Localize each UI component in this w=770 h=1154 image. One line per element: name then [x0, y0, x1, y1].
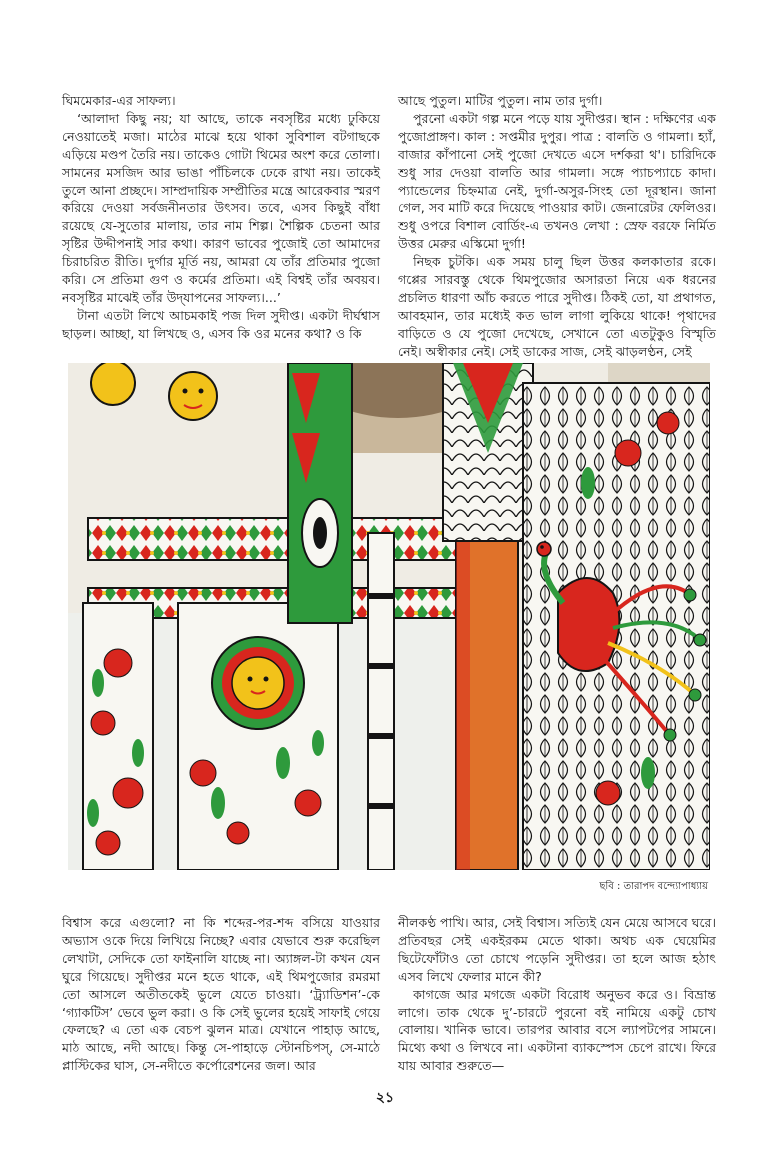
photo-caption: ছবি : তারাপদ বন্দ্যোপাধ্যায়: [599, 881, 708, 892]
article-column-bottom-right: [398, 914, 716, 1075]
article-column-top-right: [398, 92, 716, 361]
paragraph: নীলকণ্ঠ পাখি। আর, সেই বিশ্বাস। সত্যিই যেন মেয়ে আসবে ঘরে। প্রতিবছর সেই একইরকম মেতে থাকা। অথচ এক ঘেয়েমির ছিটেফোঁটাও তো চোখে পড়েনি সুদীপ্তর। তা হলে আজ হঠাৎ এসব লিখে ফেলার মানে কী?: [398, 915, 716, 984]
paragraph: ঘিমমেকার-এর সাফল্য।: [62, 93, 176, 108]
article-column-bottom-left: [62, 914, 380, 1075]
madhubani-pillars-photo: [68, 363, 710, 870]
paragraph: পুরনো একটা গল্প মনে পড়ে যায় সুদীপ্তর। স্থান : দক্ষিণের এক পুজোপ্রাঙ্গণ। কাল : সপ্তমীর দুপুর। পাত্র : বালতি ও গামলা। হ্যাঁ, বাজার কাঁপানো সেই পুজো দেখতে এসে দর্শকরা থ'। চারিদিকে শুধু সার দেওয়া বালতি আর গামলা। সঙ্গে প্যাচপ্যাচে কাদা। প্যান্ডেলের চিহ্নমাত্র নেই, দুর্গা-অসুর-সিংহ তো দূরস্থান। জানা গেল, সব মাটি করে দিয়েছে পাওয়ার কাট। জেনারেটর ফেলিওর। শুধু ওপরে বিশাল বোর্ডিং-এ তখনও লেখা : স্রেফ বরফে নির্মিত উত্তর মেরুর এস্কিমো দুর্গা!: [398, 110, 716, 252]
paragraph: বিশ্বাস করে এগুলো? না কি শব্দের-পর-শব্দ বসিয়ে যাওয়ার অভ্যাস ওকে দিয়ে লিখিয়ে নিচ্ছে? এবার যেভাবে শুরু করেছিল লেখাটা, সেদিকে তো ফাইনালি যাচ্ছে না। অ্যাঙ্গল-টা কখন যেন ঘুরে গিয়েছে। সুদীপ্তর মনে হতে থাকে, এই থিমপুজোর রমরমা তো আসলে অতীতকেই ভুলে যেতে চাওয়া। ‘ট্র্যাডিশন’-কে ‘গ্যাকটিস’ ভেবে ভুল করা। ও কি সেই ভুলের হয়েই সাফাই গেয়ে ফেলছে? এ তো এক বেচপ ঝুলন মাত্র। যেখানে পাহাড় আছে, মাঠ আছে, নদী আছে। কিন্তু সে-পাহাড়ে স্টোনচিপস্‌, সে-মাঠে প্লাস্টিকের ঘাস, সে-নদীতে কর্পোরেশনের জল। আর: [62, 915, 380, 1074]
paragraph: নিছক চুটকি। এক সময় চালু ছিল উত্তর কলকাতার রকে। গপ্পের সারবস্তু থেকে থিমপুজোর অসারতা নিয়ে এক ধরনের প্রচলিত ধারণা আঁচ করতে পারে সুদীপ্ত। ঠিকই তো, যা প্রথাগত, আবহমান, তার মধ্যেই কত ভাল লাগা লুকিয়ে থাকে! পৃথাদের বাড়িতে ও যে পুজো দেখেছে, সেখানে তো এতটুকুও বিস্মৃতি নেই। অস্বীকার নেই। সেই ডাকের সাজ, সেই ঝাড়লণ্ঠন, সেই: [398, 254, 716, 359]
paragraph: কাগজে আর মগজে একটা বিরোধ অনুভব করে ও। বিভ্রান্ত লাগে। তাক থেকে দু’-চারটে পুরনো বই নামিয়ে একটু চোখ বোলায়। খানিক ভাবে। তারপর আবার বসে ল্যাপটপের সামনে। মিথ্যে কথা ও লিখবে না। একটানা ব্যাকস্পেস চেপে রাখে। ফিরে যায় আবার শুরুতে—: [398, 986, 716, 1074]
paragraph: ‘আলাদা কিছু নয়; যা আছে, তাকে নবসৃষ্টির মধ্যে ঢুকিয়ে নেওয়াতেই মজা। মাঠের মাঝে হয়ে থাকা সুবিশাল বটগাছকে এড়িয়ে মণ্ডপ তৈরি নয়। তাকেও গোটা থিমের অংশ করে তোলা। সামনের মসজিদ আর ভাঙা পাঁচিলকে ঢেকে রাখা নয়। তাকেই তুলে আনা প্রচ্ছদে। সাম্প্রদায়িক সম্প্রীতির মন্ত্রে আরেকবার স্মরণ করিয়ে দেওয়া সর্বজনীনতার উৎসব। তবে, এসব কিছুই বাঁধা রয়েছে যে-সুতোর মালায়, তার নাম শিল্প। শৈল্পিক চেতনা আর সৃষ্টির উদ্দীপনাই সার কথা। কারণ ভাবের পুজোই তো আমাদের চিরাচরিত রীতি। দুর্গার মূর্তি নয়, আমরা যে তাঁর প্রতিমার পুজো করি। সে প্রতিমা গুণ ও কর্মের প্রতিমা। এই বিশ্বই তাঁর অবয়ব। নবসৃষ্টির মাঝেই তাঁর উদ্‌যাপনের সাফল্য।...’: [62, 110, 380, 305]
page-number: ২১: [375, 1090, 395, 1106]
paragraph: আছে পুতুল। মাটির পুতুল। নাম তার দুর্গা।: [398, 93, 603, 108]
paragraph: টানা এতটা লিখে আচমকাই পজ দিল সুদীপ্ত। একটা দীর্ঘশ্বাস ছাড়ল। আচ্ছা, যা লিখছে ও, এসব কি ওর মনের কথা? ও কি: [62, 307, 380, 341]
article-column-top-left: [62, 92, 380, 343]
